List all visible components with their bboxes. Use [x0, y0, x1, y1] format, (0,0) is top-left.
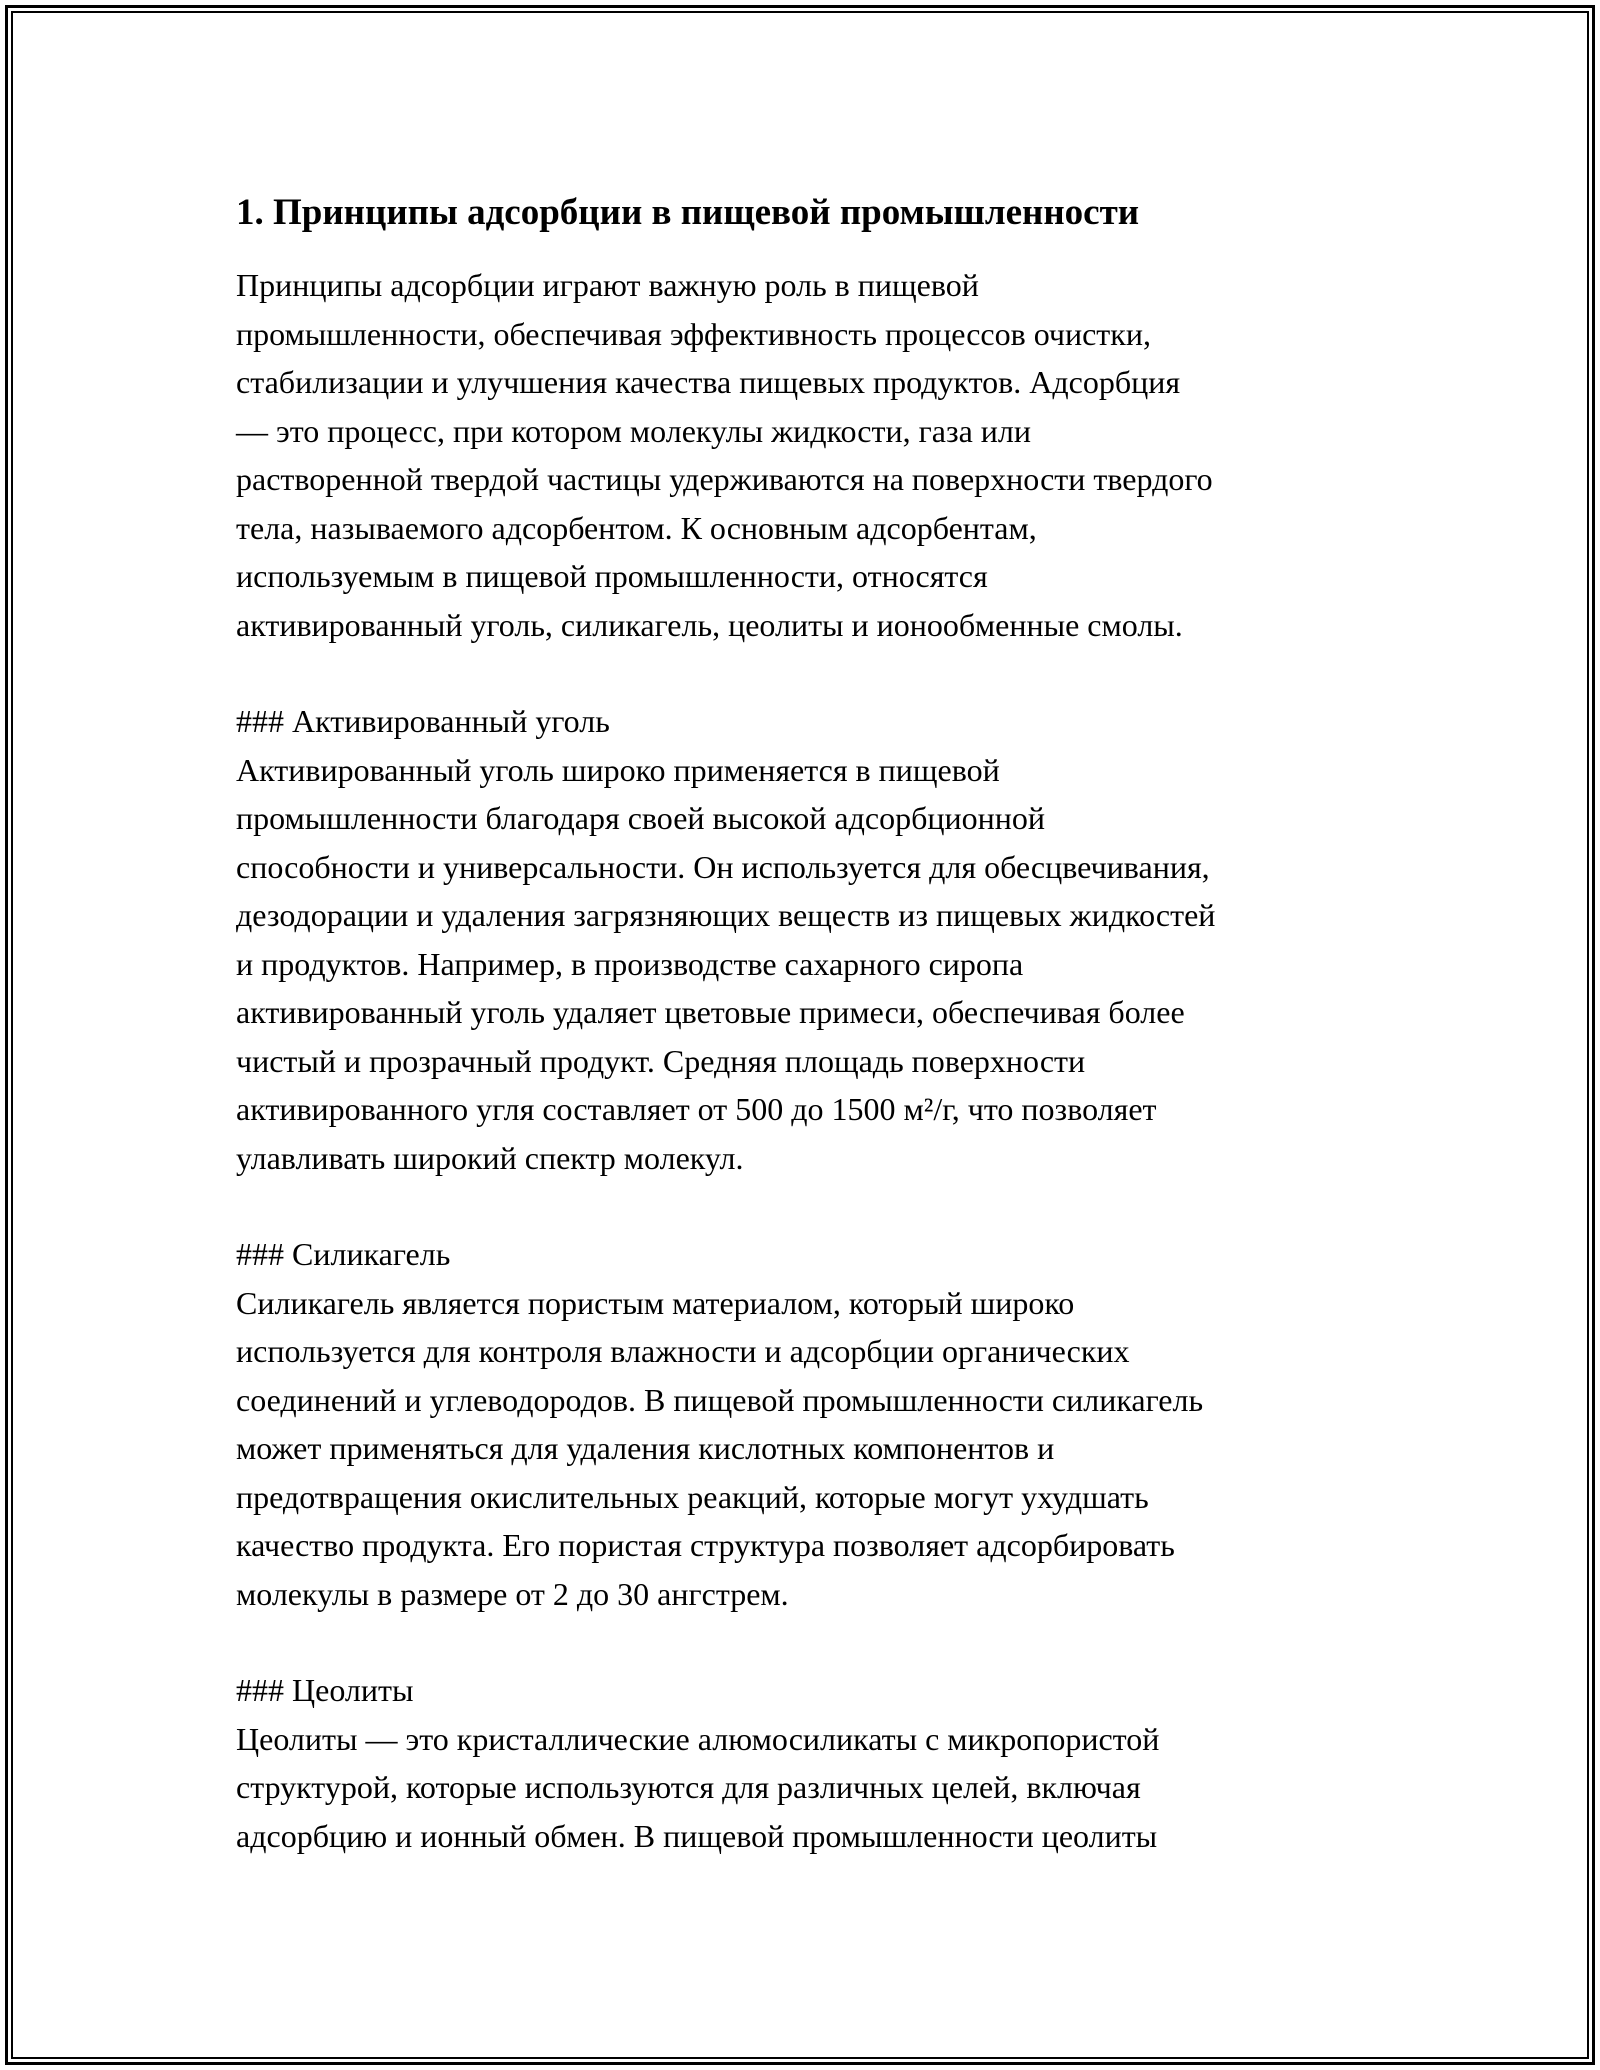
text-line: промышленности, обеспечивая эффективность процессов очистки, [236, 315, 1151, 352]
document-body [236, 185, 1366, 1860]
text-line: может применяться для удаления кислотных компонентов и [236, 1430, 1055, 1466]
text-line: чистый и прозрачный продукт. Средняя площадь поверхности [236, 1042, 1086, 1079]
text-line: дезодорации и удаления загрязняющих веществ из пищевых жидкостей [236, 897, 1216, 933]
section-paragraph [236, 746, 1366, 1183]
text-line: качество продукта. Его пористая структура позволяет адсорбировать [236, 1527, 1175, 1563]
text-line: Силикагель является пористым материалом, который широко [236, 1284, 1075, 1321]
text-line: растворенной твердой частицы удерживаются на поверхности твердого [236, 461, 1213, 497]
text-line: Принципы адсорбции играют важную роль в пищевой [236, 267, 979, 303]
text-line: молекулы в размере от 2 до 30 ангстрем. [236, 1575, 789, 1612]
section-silica-gel [236, 1230, 1366, 1618]
section-heading: ### Активированный уголь [236, 703, 610, 739]
section-paragraph [236, 1279, 1366, 1619]
section-paragraph [236, 1715, 1366, 1861]
text-line: Цеолиты — это кристаллические алюмосиликаты с микропористой [236, 1720, 1160, 1757]
section-activated-carbon [236, 697, 1366, 1182]
text-line: тела, называемого адсорбентом. К основным адсорбентам, [236, 509, 1037, 546]
section-heading: ### Цеолиты [236, 1672, 414, 1708]
text-line: структурой, которые используются для различных целей, включая [236, 1769, 1141, 1805]
text-line: адсорбцию и ионный обмен. В пищевой промышленности цеолиты [236, 1817, 1158, 1854]
text-line: улавливать широкий спектр молекул. [236, 1139, 744, 1176]
text-line: активированный уголь, силикагель, цеолиты и ионообменные смолы. [236, 606, 1183, 643]
text-line: промышленности благодаря своей высокой адсорбционной [236, 800, 1045, 836]
text-line: активированный уголь удаляет цветовые примеси, обеспечивая более [236, 994, 1185, 1030]
text-line: и продуктов. Например, в производстве сахарного сиропа [236, 945, 1024, 982]
text-line: — это процесс, при котором молекулы жидкости, газа или [236, 412, 1031, 449]
intro-paragraph [236, 261, 1366, 649]
text-line: предотвращения окислительных реакций, которые могут ухудшать [236, 1478, 1149, 1515]
text-line: Активированный уголь широко применяется в пищевой [236, 751, 1000, 788]
text-line: соединений и углеводородов. В пищевой промышленности силикагель [236, 1381, 1204, 1418]
text-line: используется для контроля влажности и адсорбции органических [236, 1333, 1130, 1369]
text-line: активированного угля составляет от 500 до 1500 м²/г, что позволяет [236, 1091, 1157, 1127]
text-line: способности и универсальности. Он используется для обесцвечивания, [236, 848, 1210, 885]
section-zeolites [236, 1666, 1366, 1860]
text-line: используемым в пищевой промышленности, относятся [236, 558, 988, 594]
text-line: стабилизации и улучшения качества пищевых продуктов. Адсорбция [236, 364, 1181, 400]
page-title: 1. Принципы адсорбции в пищевой промышленности [236, 192, 1140, 233]
section-heading: ### Силикагель [236, 1236, 451, 1272]
